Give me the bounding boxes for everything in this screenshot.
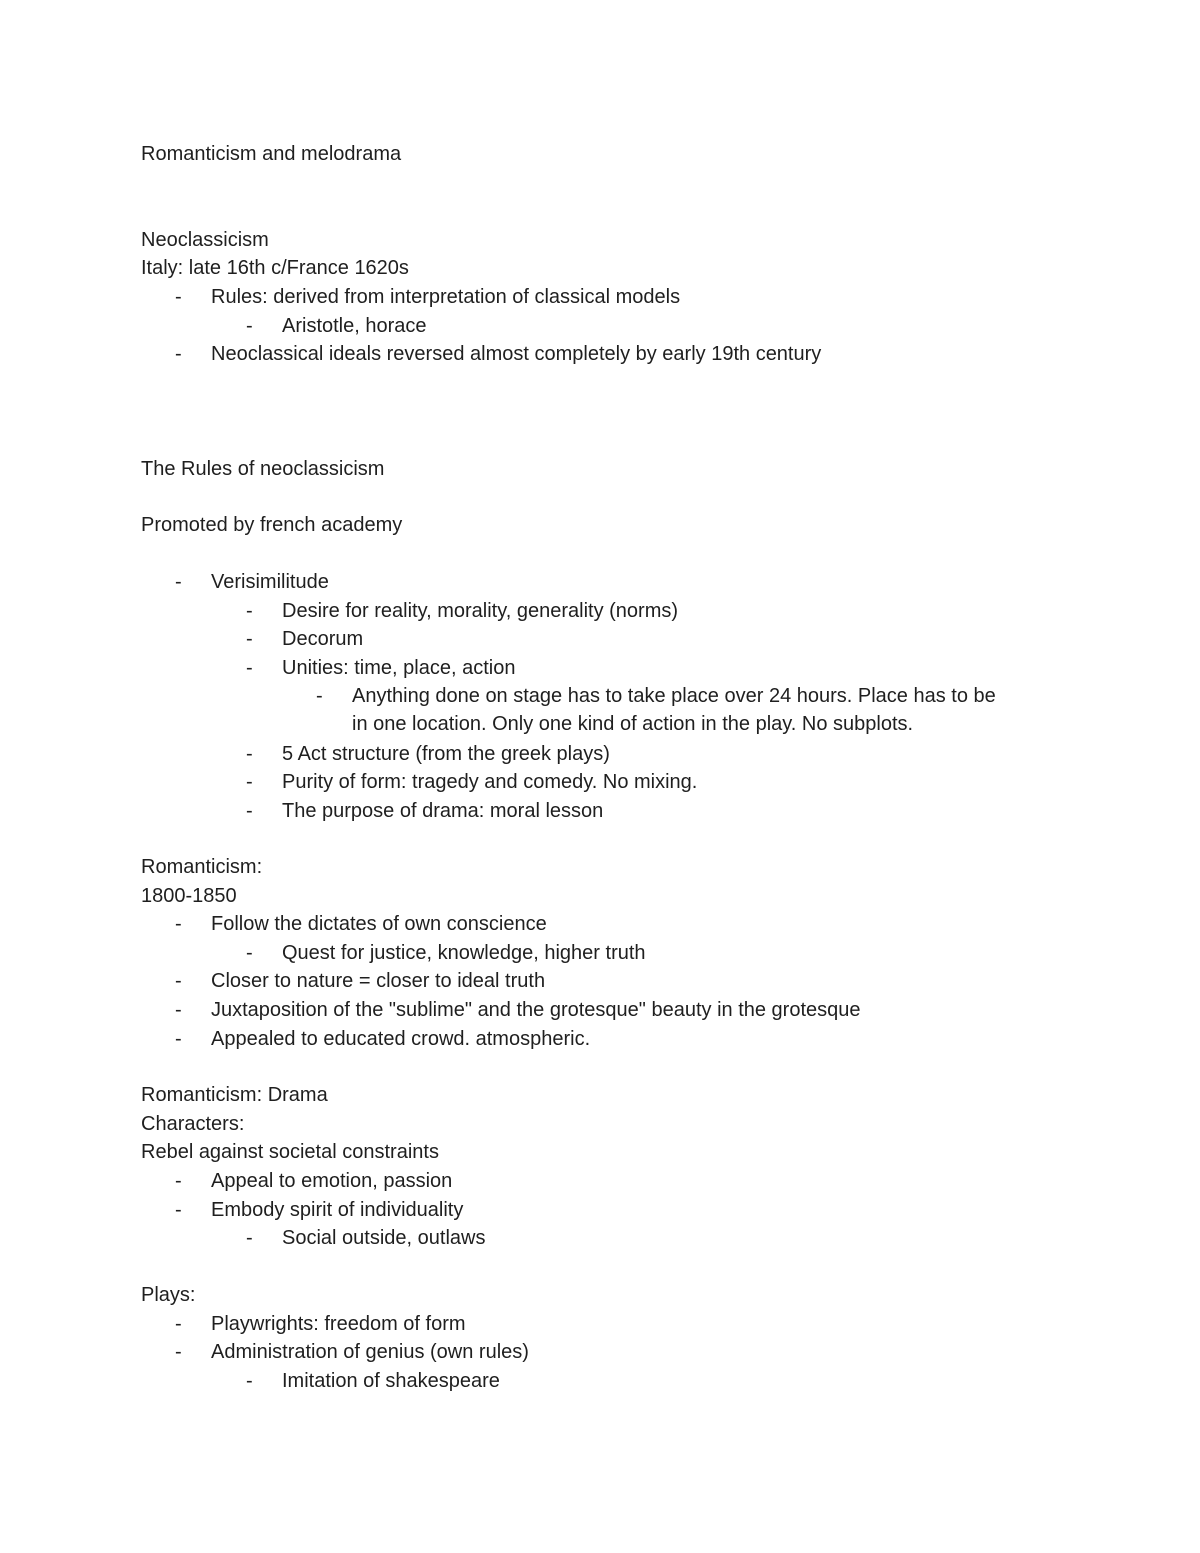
romanticism-heading: Romanticism: (141, 856, 263, 878)
bullet-dash: - (175, 1313, 182, 1335)
romanticism-drama-heading: Romanticism: Drama (141, 1084, 328, 1106)
neoclassicism-heading: Neoclassicism (141, 229, 269, 251)
list-item-text: Appealed to educated crowd. atmospheric. (211, 1028, 591, 1050)
bullet-dash: - (175, 999, 182, 1021)
list-item-text: 5 Act structure (from the greek plays) (282, 743, 610, 765)
bullet-dash: - (175, 1028, 182, 1050)
bullet-dash: - (246, 1227, 253, 1249)
list-item-text: Desire for reality, morality, generality (norms) (282, 600, 679, 622)
list-item-text: Social outside, outlaws (282, 1227, 486, 1249)
rules-heading: The Rules of neoclassicism (141, 458, 385, 480)
romanticism-dates: 1800-1850 (141, 885, 237, 907)
list-item-text: Playwrights: freedom of form (211, 1313, 466, 1335)
bullet-dash: - (175, 343, 182, 365)
characters-label: Characters: (141, 1113, 245, 1135)
bullet-dash: - (246, 628, 253, 650)
bullet-dash: - (175, 970, 182, 992)
bullet-dash: - (175, 571, 182, 593)
rules-subheading: Promoted by french academy (141, 514, 403, 536)
characters-description: Rebel against societal constraints (141, 1141, 439, 1163)
list-item-text: Aristotle, horace (282, 315, 427, 337)
bullet-dash: - (246, 657, 253, 679)
plays-heading: Plays: (141, 1284, 196, 1306)
bullet-dash: - (175, 1170, 182, 1192)
bullet-dash: - (246, 1370, 253, 1392)
list-item-text: Verisimilitude (211, 571, 329, 593)
list-item-text: Imitation of shakespeare (282, 1370, 500, 1392)
list-item-text: The purpose of drama: moral lesson (282, 800, 604, 822)
bullet-dash: - (175, 1199, 182, 1221)
bullet-dash: - (246, 743, 253, 765)
list-item-text: Appeal to emotion, passion (211, 1170, 453, 1192)
bullet-dash: - (246, 800, 253, 822)
list-item-text: Neoclassical ideals reversed almost completely by early 19th century (211, 343, 822, 365)
bullet-dash: - (175, 913, 182, 935)
bullet-dash: - (246, 315, 253, 337)
neoclassicism-dates: Italy: late 16th c/France 1620s (141, 257, 409, 279)
list-item-text: Closer to nature = closer to ideal truth (211, 970, 546, 992)
list-item-text: Quest for justice, knowledge, higher truth (282, 942, 646, 964)
bullet-dash: - (175, 286, 182, 308)
bullet-dash: - (246, 600, 253, 622)
list-item-text: Administration of genius (own rules) (211, 1341, 529, 1363)
list-item-text: Decorum (282, 628, 364, 650)
list-item-text: Follow the dictates of own conscience (211, 913, 547, 935)
bullet-dash: - (316, 685, 323, 707)
bullet-dash: - (246, 771, 253, 793)
bullet-dash: - (175, 1341, 182, 1363)
list-item-text: Embody spirit of individuality (211, 1199, 464, 1221)
document-title: Romanticism and melodrama (141, 143, 402, 165)
list-item-text: Anything done on stage has to take place over 24 hours. Place has to be in one location. Only one kind of action in the play. No subplots. (352, 685, 996, 735)
list-item-text: Rules: derived from interpretation of classical models (211, 286, 681, 308)
list-item-text: Purity of form: tragedy and comedy. No mixing. (282, 771, 698, 793)
list-item (316, 682, 1016, 738)
bullet-dash: - (246, 942, 253, 964)
list-item-text: Juxtaposition of the "sublime" and the grotesque" beauty in the grotesque (211, 999, 861, 1021)
list-item-text: Unities: time, place, action (282, 657, 516, 679)
